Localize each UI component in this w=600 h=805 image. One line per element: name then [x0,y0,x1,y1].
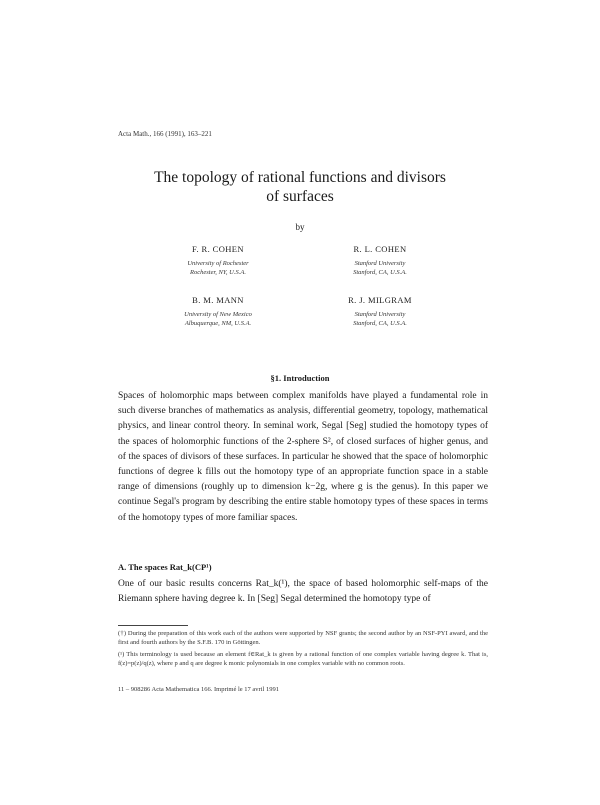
by-label: by [295,222,305,232]
author-block [300,244,460,277]
footnote: (†) During the preparation of this work each of the authors were supported by NSF grants; the second author by an NSF-PYI award, and the first and fourth authors by the S.F.B. 170 in Göttingen. [118,630,488,646]
author-block [138,244,298,277]
author-name: F. R. COHEN [192,244,244,254]
author-location: Stanford, CA, U.S.A. [353,269,407,276]
author-block [300,295,460,328]
paper-title-line-2: of surfaces [266,188,334,205]
journal-reference: Acta Math., 166 (1991), 163–221 [118,130,212,138]
subsection-heading: A. The spaces Rat_k(CP¹) [118,562,212,572]
paper-title-line-1: The topology of rational functions and divisors [154,169,446,186]
footnote: (¹) This terminology is used because an element f∈Rat_k is given by a rational function of one complex variable having degree k. That is, f(z)=p(z)/q(z), where p and q are degree k monic polynomials in one complex variable with no common roots. [118,651,488,667]
author-name: R. J. MILGRAM [348,295,412,305]
author-name: R. L. COHEN [353,244,407,254]
author-name: B. M. MANN [192,295,244,305]
author-affiliation: Stanford University [354,311,406,318]
publication-line: 11 – 908286 Acta Mathematica 166. Imprimé le 17 avril 1991 [118,686,279,693]
author-affiliation: Stanford University [354,260,406,267]
author-affiliation: University of New Mexico [184,311,252,318]
section-heading: §1. Introduction [270,373,330,383]
intro-paragraph: Spaces of holomorphic maps between complex manifolds have played a fundamental role in such diverse branches of mathematics as analysis, differential geometry, topology, mathematical physics, and linear control theory. In seminal work, Segal [Seg] studied the homotopy types of the spaces of holomorphic functions of the 2-sphere S², of closed surfaces of higher genus, and of the spaces of divisors of these surfaces. In particular he showed that the space of holomorphic functions of degree k fills out the homotopy type of an appropriate function space in a stable range of dimensions (roughly up to dimension k−2g, where g is the genus). In this paper we continue Segal's program by describing the entire stable homotopy types of these spaces in terms of the homotopy types of more familiar spaces. [118,391,488,523]
author-block [138,295,298,328]
author-location: Rochester, NY, U.S.A. [190,269,246,276]
footnote-divider [118,625,188,626]
author-location: Stanford, CA, U.S.A. [353,320,407,327]
author-affiliation: University of Rochester [187,260,249,267]
subsection-paragraph: One of our basic results concerns Rat_k(¹), the space of based holomorphic self-maps of the Riemann sphere having degree k. In [Seg] Segal determined the homotopy type of [118,579,488,605]
author-location: Albuquerque, NM, U.S.A. [184,320,252,327]
